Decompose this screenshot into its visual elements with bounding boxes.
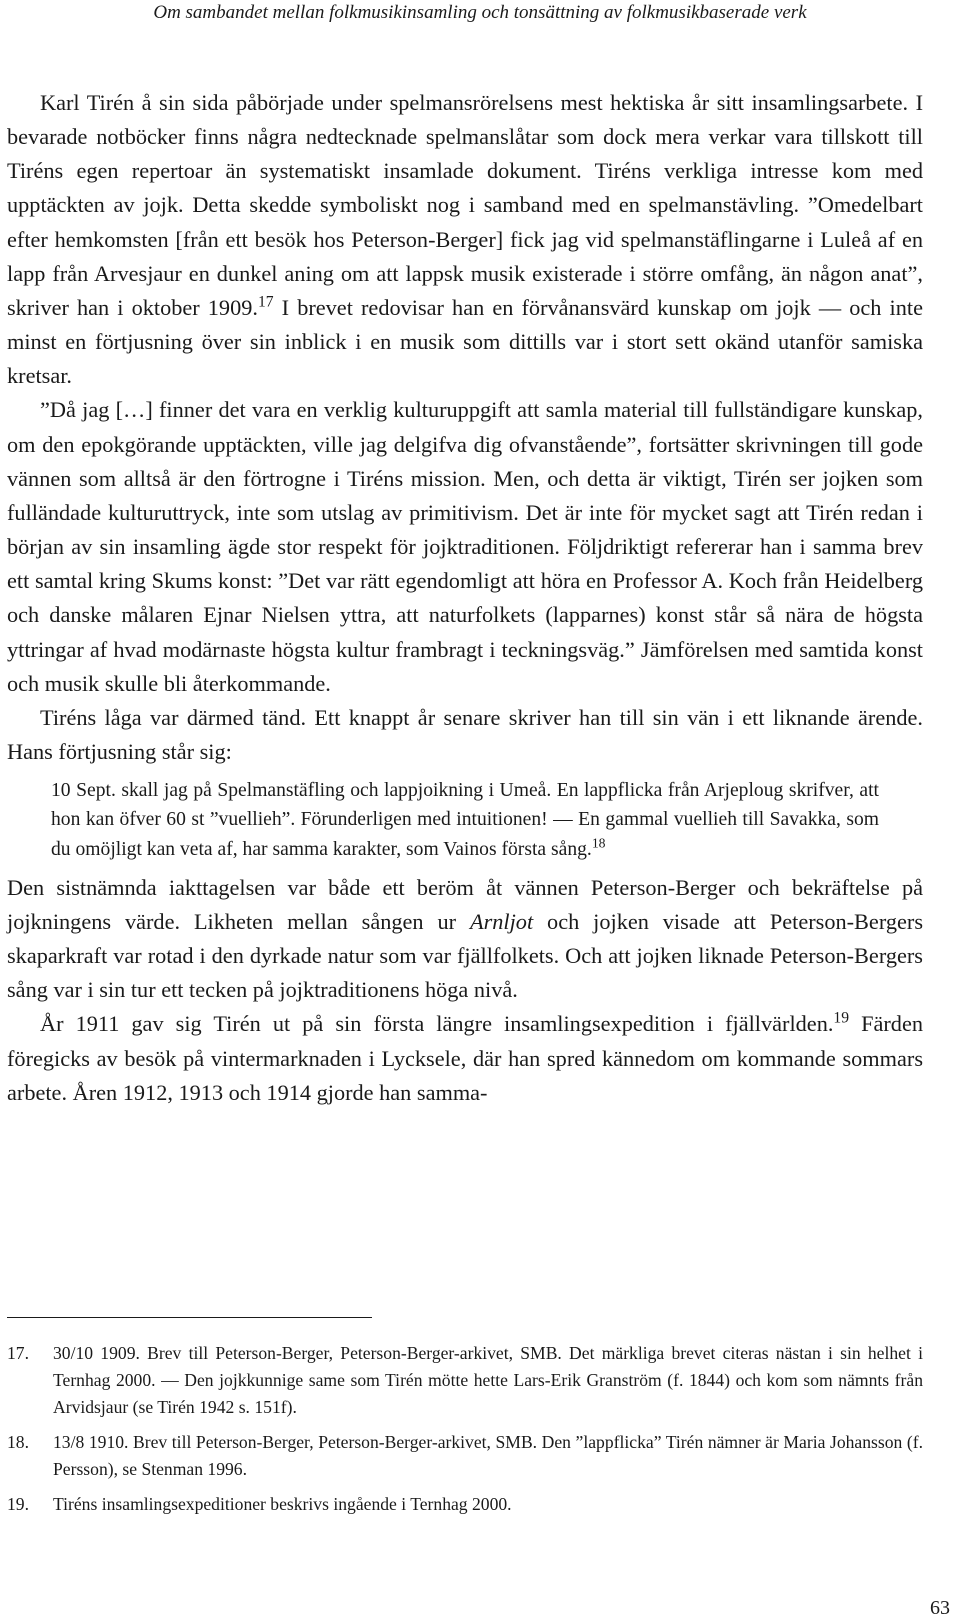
footnote-divider — [7, 1317, 372, 1318]
footnote-17 — [7, 1340, 923, 1421]
footnote-number: 17. — [7, 1343, 29, 1363]
footnote-number: 19. — [7, 1494, 29, 1514]
paragraph-text: Den sistnämnda iakttagelsen var både ett beröm åt vännen Peterson-Berger och bekräftelse på jojkningens värde. Likheten mellan sången ur — [7, 874, 923, 934]
footnote-ref-19[interactable]: 19 — [833, 1009, 850, 1027]
quote-text: 10 Sept. skall jag på Spelmanstäfling och lappjoikning i Umeå. En lappflicka från Arjeploug skrifver, att hon kan öfver 60 st ”vuellieh”. Förunderligen med intuitionen! — En gammal vuellieh till Savakka, som du omöjligt kan veta af, har samma karakter, som Vainos första sång. — [51, 780, 879, 860]
paragraph-text: År 1911 gav sig Tirén ut på sin första längre insamlingsexpedition i fjällvärlden. — [40, 1011, 834, 1037]
work-title-italic: Arnljot — [469, 908, 534, 934]
paragraph-text: Karl Tirén å sin sida påbörjade under spelmansrörelsens mest hektiska år sitt insamlingsarbete. I bevarade notböcker finns några nedtecknade spelmanslåtar som dock mera verkar vara tillskott till Tiréns egen repertoar än systematiskt insamlade dokument. Tiréns verkliga intresse kom med upptäckten av jojk. Detta skedde symboliskt nog i samband med en spelmanstävling. ”Omedelbart efter hemkomsten [från ett besök hos Peterson-Berger] fick jag vid spelmanstäflingarne i Luleå af en lapp från Arvesjaur en dunkel aning om att lappsk musik existerade i större omfång, än någon anat”, skriver han i oktober 1909. — [7, 90, 923, 320]
footnote-ref-17[interactable]: 17 — [257, 293, 274, 311]
page-number: 63 — [930, 1597, 950, 1619]
paragraph-5 — [7, 1007, 923, 1109]
footnote-text: 13/8 1910. Brev till Peterson-Berger, Peterson-Berger-arkivet, SMB. Den ”lappflicka” Tirén nämner är Maria Johansson (f. Persson), se Stenman 1996. — [53, 1432, 923, 1479]
footnote-text: 30/10 1909. Brev till Peterson-Berger, Peterson-Berger-arkivet, SMB. Det märkliga brevet citeras nästan i sin helhet i Ternhag 2000. — Den jojkkunnige same som Tirén mötte hette Lars-Erik Granström (f. 1844) och kom som nämnts från Arvidsjaur (se Tirén 1942 s. 151f). — [53, 1343, 923, 1417]
paragraph-text: Färden föregicks av besök på vintermarknaden i Lycksele, där han spred kännedom om kommande sommars arbete. Åren 1912, 1913 och 1914 gjorde han samma- — [7, 1011, 924, 1105]
footnote-19 — [7, 1491, 923, 1518]
paragraph-text: och jojken visade att Peterson-Bergers skaparkraft var rotad i den dyrkade natur som var fjällfolkets. Och att jojken liknade Peterson-Bergers sång var i sin tur ett tecken på jojktraditionens höga nivå. — [7, 908, 923, 1003]
paragraph-3: Tiréns låga var därmed tänd. Ett knappt år senare skriver han till sin vän i ett liknande ärende. Hans förtjusning står sig: — [7, 704, 923, 764]
footnote-18 — [7, 1429, 923, 1483]
paragraph-1 — [7, 86, 923, 393]
paragraph-2: ”Då jag […] finner det vara en verklig kulturuppgift att samla material till fullständigare kunskap, om den epokgörande upptäckten, ville jag delgifva dig ofvanstående”, fortsätter skrivningen till gode vännen som alltså är den förtrogne i Tiréns mission. Men, och detta är viktigt, Tirén ser jojken som fulländade kulturuttryck, inte som utslag av primitivism. Det är inte för mycket sagt att Tirén redan i början av sin insamling ägde stor respekt för jojktraditionen. Följdriktigt refererar han i samma brev ett samtal kring Skums konst: ”Det var rätt egendomligt att höra en Professor A. Koch från Heidelberg och danske målaren Ejnar Nielsen yttra, att naturfolkets (lapparnes) konst står så nära de högsta yttringar af hvad modärnaste högsta kultur frambragt i teckningsväg.” Jämförelsen med samtida konst och musik skulle bli återkommande. — [7, 397, 923, 696]
paragraph-4 — [7, 871, 923, 1008]
footnote-text: Tiréns insamlingsexpeditioner beskrivs ingående i Ternhag 2000. — [53, 1494, 512, 1514]
footnote-number: 18. — [7, 1432, 29, 1452]
footnotes — [7, 1340, 923, 1526]
running-header: Om sambandet mellan folkmusikinsamling och tonsättning av folkmusikbaserade verk — [153, 2, 807, 23]
paragraph-text: I brevet redovisar han en förvånansvärd kunskap om jojk — och inte minst en förtjusning över sin inblick i en musik som dittills var i stort sett okänd utanför samiska kretsar. — [7, 294, 923, 389]
footnote-ref-18[interactable]: 18 — [591, 835, 606, 850]
body-text — [7, 86, 923, 1110]
block-quote — [51, 776, 879, 864]
